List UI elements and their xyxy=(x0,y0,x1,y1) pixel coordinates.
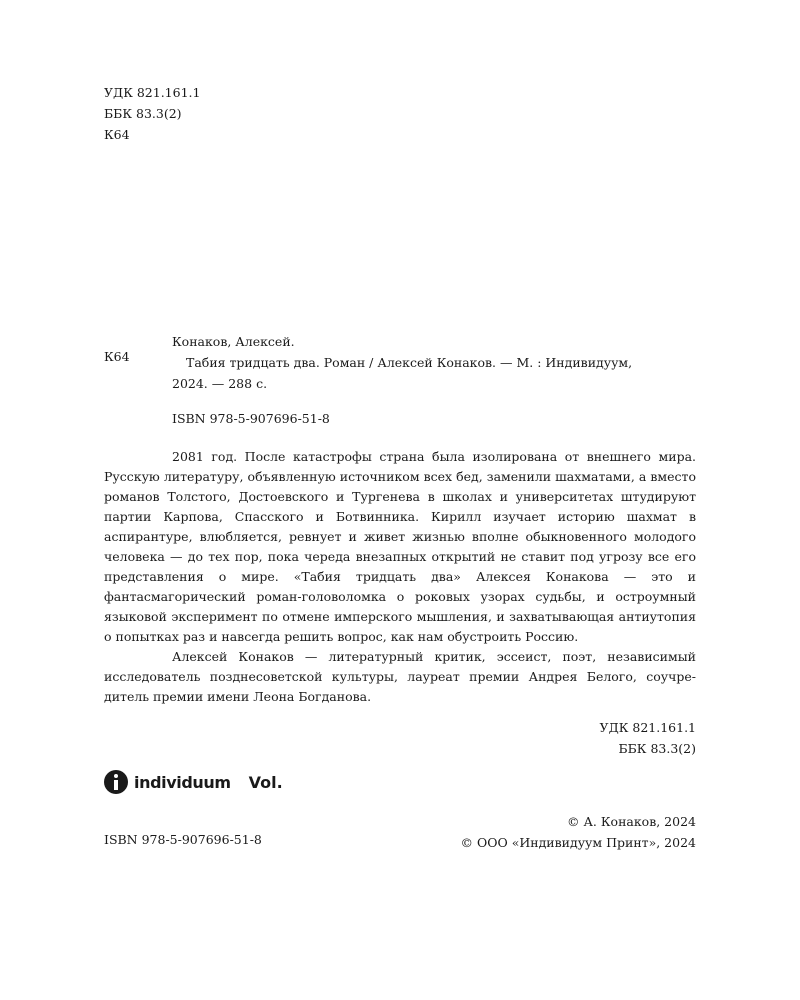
individuum-logo-icon xyxy=(104,770,128,794)
annotation-paragraph: 2081 год. После катастрофы страна была изолирована от внешнего мира. Русскую литературу, объявленную источником всех бед, заменили шахматами, а вместо романов Толстого, Достоевского и Тургенева в школах и университетах штудируют партии Карпова, Спасского и Ботвинника. Кирилл изучает историю шахмат в аспирантуре, влюбляется, ревнует и живет жизнью вполне обыкновенного молодого человека — до тех пор, пока череда внезапных открытий не ставит под угрозу все его представления о мире. «Табия тридцать два» Алексея Конакова — это и фантасмагорический роман-головоломка о роковых узорах судьбы, и остроумный языковой эксперимент по отмене имперского мышления, и захватывающая антиутопия о попытках раз и навсегда решить вопрос, как нам обустроить Россию. xyxy=(104,449,696,644)
catalog-isbn: ISBN 978-5-907696-51-8 xyxy=(172,411,330,426)
catalog-year-pages: 2024. — 288 с. xyxy=(172,376,268,391)
bbk-code: ББК 83.3(2) xyxy=(104,106,182,121)
bbk-code-right: ББК 83.3(2) xyxy=(618,741,696,756)
udk-code: УДК 821.161.1 xyxy=(104,85,201,100)
bottom-isbn: ISBN 978-5-907696-51-8 xyxy=(104,832,262,847)
catalog-author-mark: К64 xyxy=(104,349,130,364)
catalog-author: Конаков, Алексей. xyxy=(172,334,295,349)
vol-logo: Vol. xyxy=(248,772,283,792)
publisher-logos xyxy=(104,769,283,795)
copyright-author: © А. Конаков, 2024 xyxy=(566,814,696,829)
annotation xyxy=(104,447,696,707)
copyright-publisher: © ООО «Индивидуум Принт», 2024 xyxy=(460,835,696,850)
udk-code-right: УДК 821.161.1 xyxy=(599,720,696,735)
top-classification-codes xyxy=(104,82,200,145)
catalog-record xyxy=(172,331,632,394)
catalog-title-line: Табия тридцать два. Роман / Алексей Конаков. — М. : Индивидуум, xyxy=(186,355,633,370)
author-mark: К64 xyxy=(104,127,130,142)
copyright-block xyxy=(461,811,696,853)
author-bio-paragraph: Алексей Конаков — литературный критик, эссеист, поэт, независимый исследователь позднесоветской культуры, лауреат премии Андрея Белого, соучредитель премии имени Леона Богданова. xyxy=(104,649,696,704)
individuum-logo-text: individuum xyxy=(134,772,231,792)
bottom-classification-codes xyxy=(600,717,696,759)
